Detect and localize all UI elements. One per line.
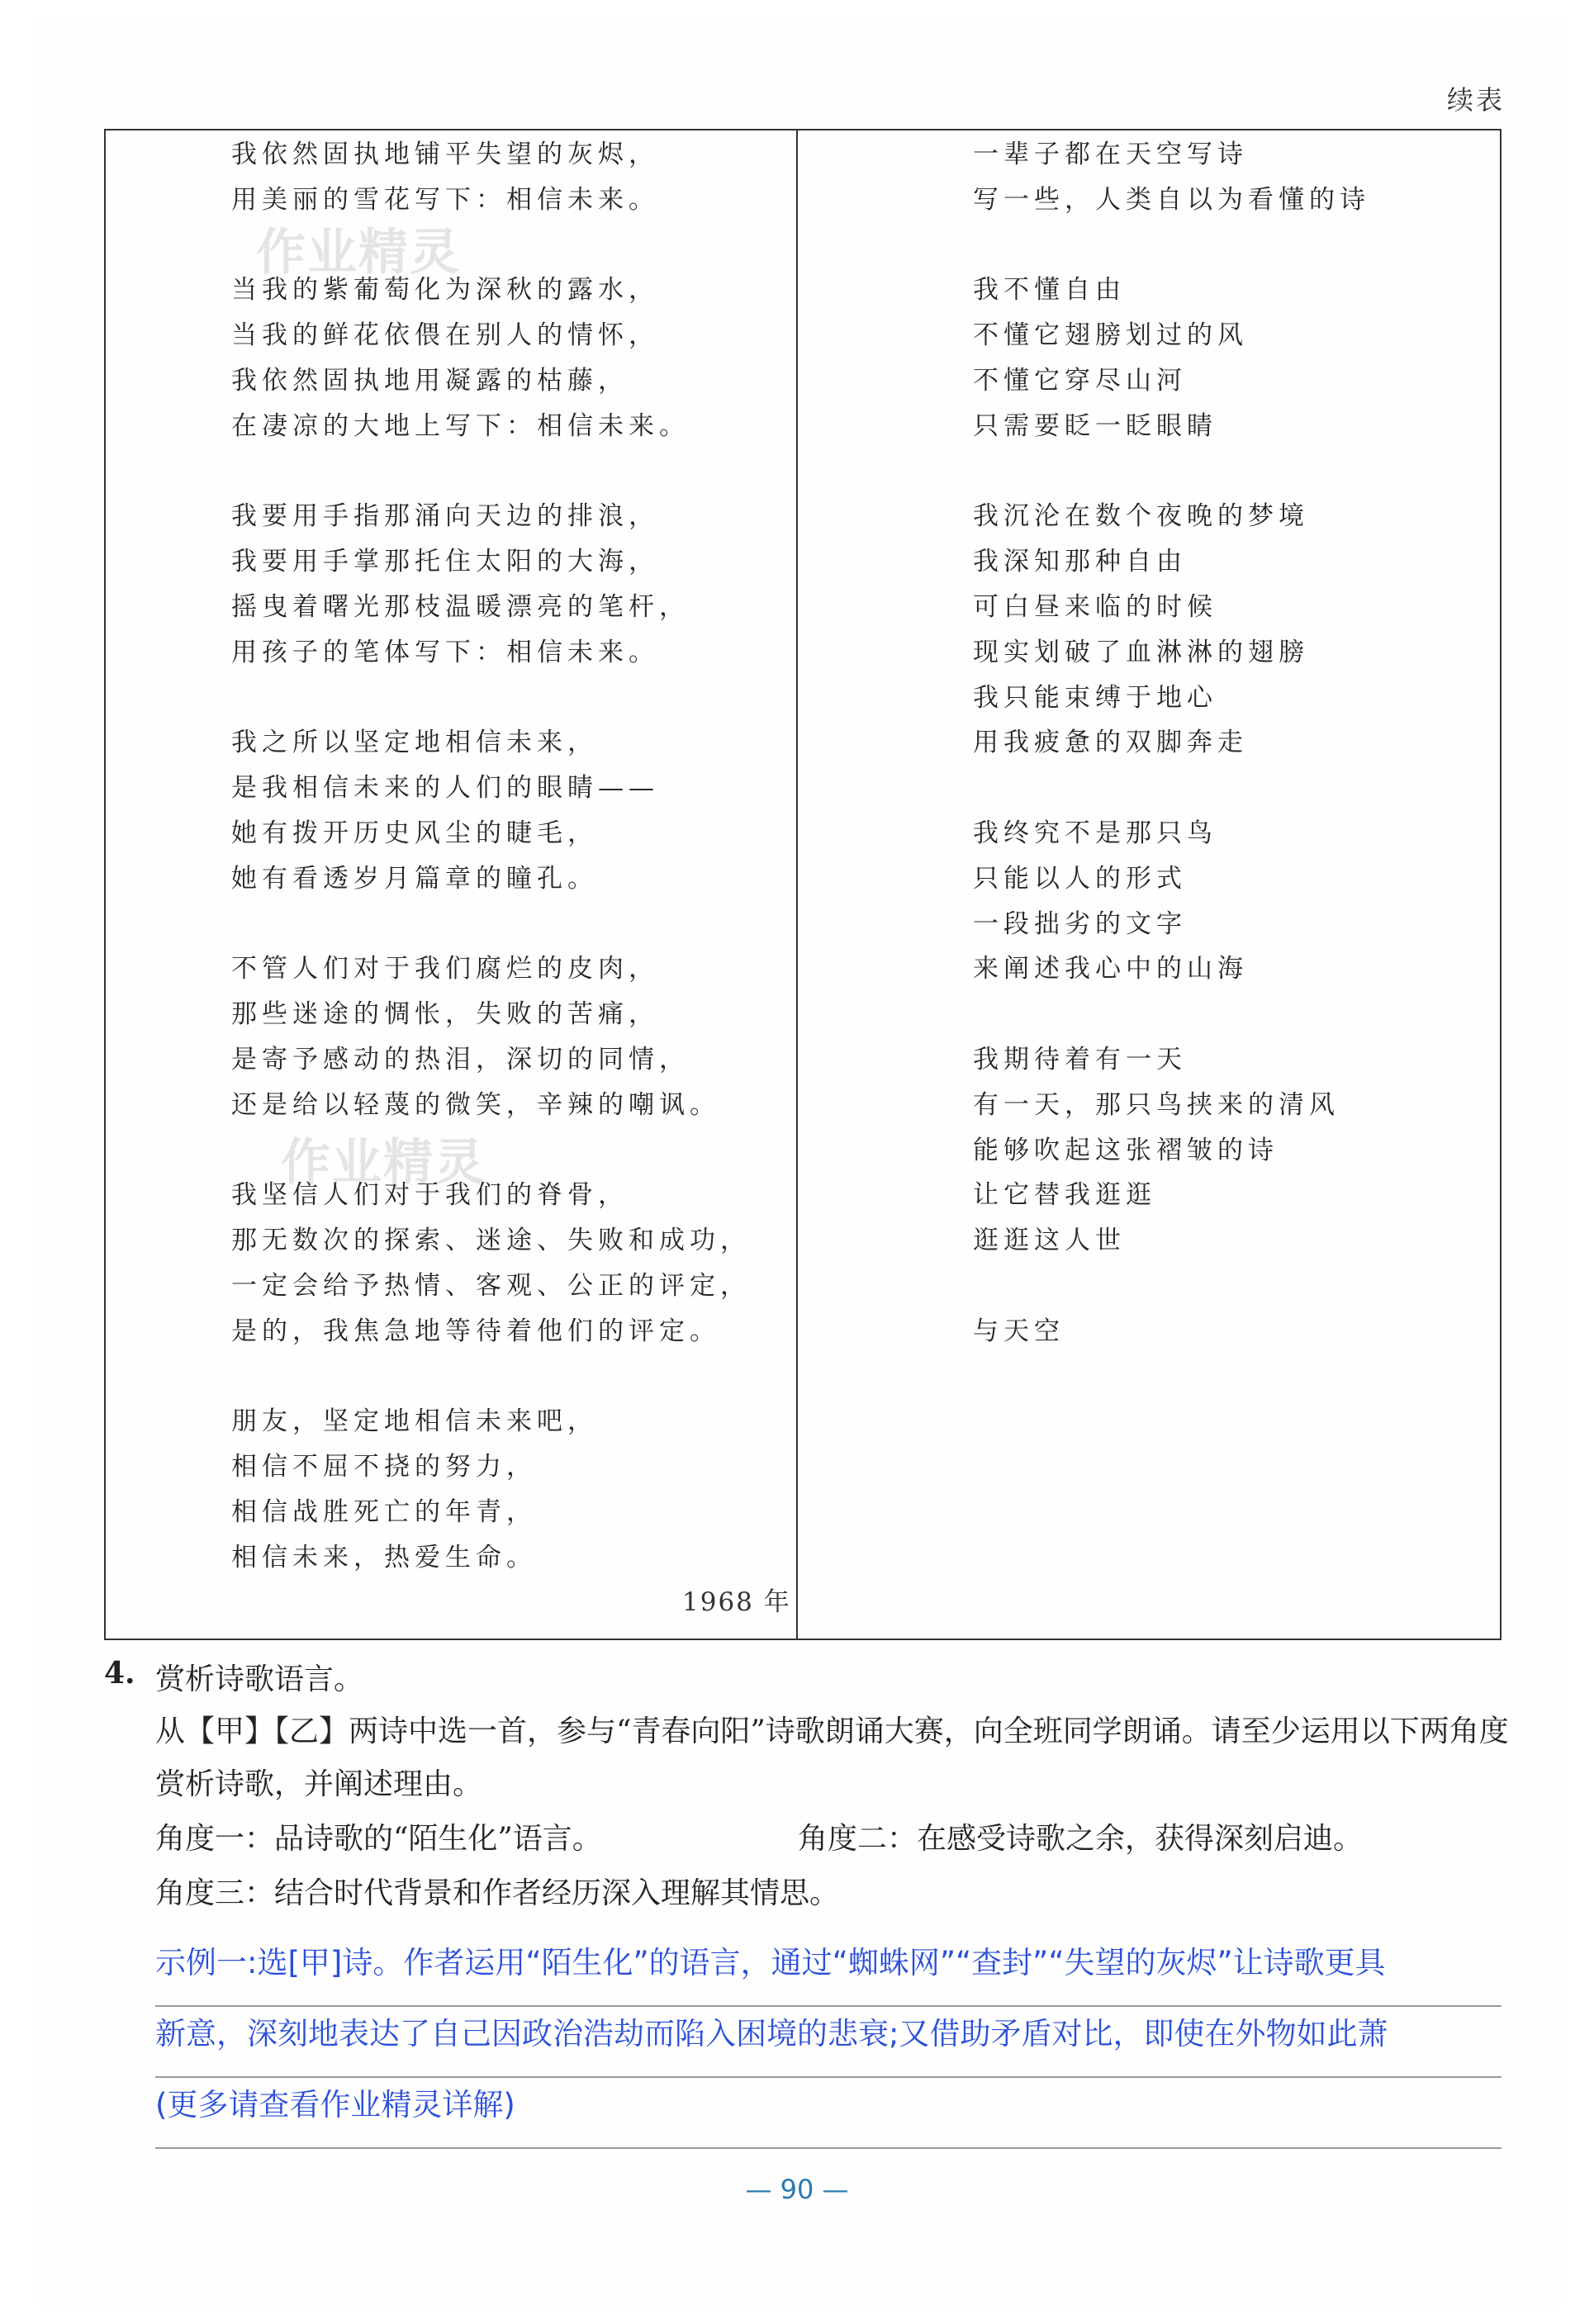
poem-line: 相信不屈不挠的努力，: [231, 1452, 537, 1482]
answer-line: 新意，深刻地表达了自己因政治浩劫而陷入困境的悲衰;又借助矛盾对比，即使在外物如此萧: [155, 2005, 1501, 2078]
poem-line: 我之所以坚定地相信未来，: [231, 728, 598, 758]
poem-year: 1968 年: [682, 1587, 791, 1617]
continued-label: 续表: [1447, 84, 1506, 116]
poem-line: 不懂它翅膀划过的风: [973, 320, 1248, 351]
poem-line: 她有拨开历史风尘的睫毛，: [231, 818, 598, 848]
poem-line: 一辈子都在天空写诗: [973, 140, 1248, 169]
answer-line: 示例一:选[甲]诗。作者运用“陌生化”的语言，通过“蜘蛛网”“查封”“失望的灰烬”让诗歌更具: [155, 1934, 1501, 2007]
poem-line: 我不懂自由: [973, 275, 1126, 306]
poem-line: 她有看透岁月篇章的瞳孔。: [231, 863, 598, 894]
watermark-logo: 作业精灵: [281, 1134, 486, 1192]
poem-line: 我依然固执地铺平失望的灰烬，: [231, 140, 659, 169]
poem-line: 有一天，那只鸟挟来的清风: [973, 1089, 1340, 1120]
poem-line: 那些迷途的惆怅，失败的苦痛，: [231, 999, 659, 1030]
poem-line: 我要用手掌那托住太阳的大海，: [231, 547, 659, 577]
poem-line: 用孩子的笔体写下：相信未来。: [231, 637, 659, 667]
question-title: 赏析诗歌语言。: [155, 1662, 364, 1696]
poem-line: 用美丽的雪花写下：相信未来。: [231, 184, 659, 215]
poem-line: 写一些，人类自以为看懂的诗: [973, 184, 1370, 215]
poem-yi: [973, 132, 1485, 1354]
poem-line: 那无数次的探索、迷途、失败和成功，: [231, 1226, 751, 1256]
poem-line: 我深知那种自由: [973, 547, 1187, 577]
page-number: — 90 —: [745, 2174, 849, 2205]
poem-jia: [231, 132, 776, 1581]
poem-line: 朋友，坚定地相信未来吧，: [231, 1406, 598, 1437]
poem-line: 我沉沦在数个夜晚的梦境: [973, 501, 1309, 532]
poem-line: 不懂它穿尽山河: [973, 365, 1187, 396]
poem-line: 当我的紫葡萄化为深秋的露水，: [231, 275, 659, 306]
poem-line: 可白昼来临的时候: [973, 591, 1217, 622]
poem-line: 相信未来，热爱生命。: [231, 1542, 537, 1572]
poem-line: 只需要眨一眨眼睛: [973, 410, 1217, 441]
poem-line: 能够吹起这张褶皱的诗: [973, 1135, 1279, 1165]
angle-one: 角度一：品诗歌的“陌生化”语言。: [155, 1822, 602, 1856]
poem-line: 让它替我逛逛: [973, 1180, 1156, 1211]
watermark-logo: 作业精灵: [256, 224, 461, 282]
angle-three: 角度三：结合时代背景和作者经历深入理解其情思。: [155, 1876, 840, 1910]
poem-line: 只能以人的形式: [973, 863, 1187, 894]
poem-line: 我要用手指那涌向天边的排浪，: [231, 501, 659, 532]
poem-line: 来阐述我心中的山海: [973, 954, 1248, 984]
poem-line: 是我相信未来的人们的眼睛——: [231, 773, 659, 804]
poem-line: 用我疲惫的双脚奔走: [973, 728, 1248, 758]
poem-line: 与天空: [973, 1316, 1065, 1346]
poem-line: 摇曳着曙光那枝温暖漂亮的笔杆，: [231, 591, 690, 622]
poem-line: 我终究不是那只鸟: [973, 818, 1217, 848]
poem-line: 还是给以轻蔑的微笑，辛辣的嘲讽。: [231, 1089, 720, 1120]
poem-line: 一段拙劣的文字: [973, 908, 1187, 939]
angle-two: 角度二：在感受诗歌之余，获得深刻启迪。: [798, 1822, 1364, 1856]
poem-line: 一定会给予热情、客观、公正的评定，: [231, 1270, 751, 1301]
poem-line: 我依然固执地用凝露的枯藤，: [231, 365, 629, 396]
poem-line: 相信战胜死亡的年青，: [231, 1496, 537, 1527]
poem-line: 在凄凉的大地上写下：相信未来。: [231, 410, 690, 441]
question-number: 4.: [104, 1656, 135, 1691]
poem-line: 是的，我焦急地等待着他们的评定。: [231, 1316, 720, 1346]
poem-line: 我坚信人们对于我们的脊骨，: [231, 1180, 629, 1211]
poem-line: 我期待着有一天: [973, 1044, 1187, 1074]
poem-line: 现实划破了血淋淋的翅膀: [973, 637, 1309, 667]
poem-line: 是寄予感动的热泪，深切的同情，: [231, 1044, 690, 1074]
more-details-link[interactable]: (更多请查看作业精灵详解): [155, 2076, 1501, 2149]
poem-line: 当我的鲜花依偎在别人的情怀，: [231, 320, 659, 351]
poem-line: 逛逛这人世: [973, 1226, 1126, 1256]
poem-line: 我只能束缚于地心: [973, 682, 1217, 713]
question-prompt: 从【甲】【乙】两诗中选一首，参与“青春向阳”诗歌朗诵大赛，向全班同学朗诵。请至少运用以下两角度赏析诗歌，并阐述理由。: [155, 1715, 1509, 1801]
poem-line: 不管人们对于我们腐烂的皮肉，: [231, 954, 659, 984]
table-divider: [796, 129, 798, 1640]
